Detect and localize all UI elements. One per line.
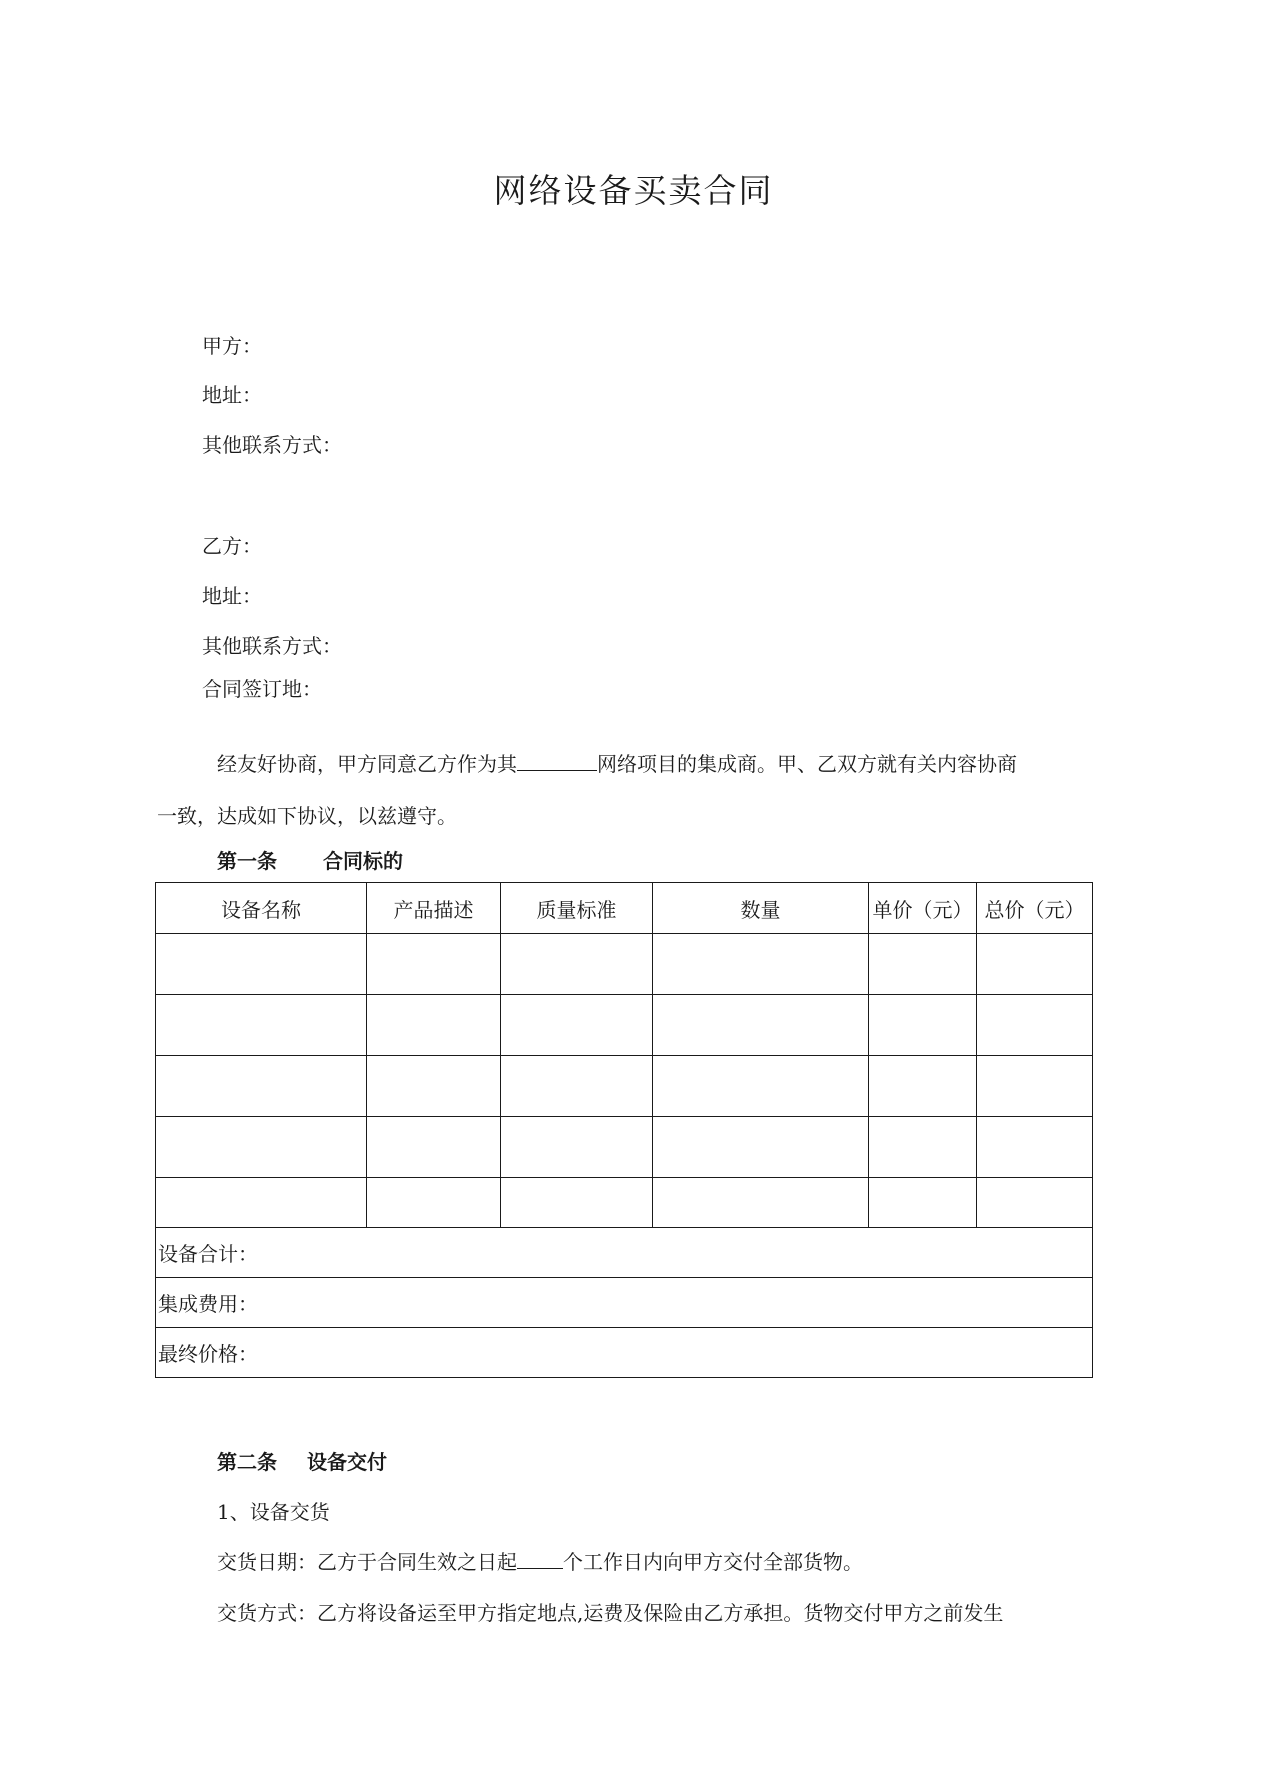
intro-line-1-before: 经友好协商，甲方同意乙方作为其 [217,752,517,776]
equipment-table [155,882,1093,1378]
table-cell [653,1178,869,1228]
header-product-description: 产品描述 [367,883,501,934]
table-cell [977,1117,1093,1178]
signing-place-label: 合同签订地： [202,677,322,701]
article-2-title: 设备交付 [307,1450,387,1474]
section-delivery-heading: 1、设备交货 [217,1500,330,1524]
table-cell [501,1117,653,1178]
article-2-number: 第二条 [217,1450,277,1474]
table-cell [869,1056,977,1117]
article-1-title: 合同标的 [323,849,403,873]
party-b-address-label: 地址： [202,584,262,608]
table-cell [977,995,1093,1056]
table-cell [367,934,501,995]
header-unit-price: 单价（元） [869,883,977,934]
party-b-contact-label: 其他联系方式： [202,634,342,658]
table-cell [156,1178,367,1228]
table-row [156,934,1093,995]
equipment-total-label: 设备合计： [156,1228,1093,1278]
table-cell [367,995,501,1056]
table-header-row [156,883,1093,934]
table-cell [869,934,977,995]
table-cell [869,1178,977,1228]
table-cell [501,995,653,1056]
table-cell [501,934,653,995]
table-cell [501,1056,653,1117]
table-cell [156,1117,367,1178]
intro-line-2: 一致，达成如下协议，以兹遵守。 [157,804,457,828]
table-cell [367,1178,501,1228]
party-b-label: 乙方： [202,534,262,558]
page-title: 网络设备买卖合同 [493,171,774,210]
table-cell [977,1178,1093,1228]
summary-row-equipment-total [156,1228,1093,1278]
table-cell [367,1056,501,1117]
table-cell [501,1178,653,1228]
table-cell [653,995,869,1056]
party-a-address-label: 地址： [202,383,262,407]
table-cell [367,1117,501,1178]
delivery-date-before: 交货日期：乙方于合同生效之日起 [217,1550,517,1574]
summary-row-final-price [156,1328,1093,1378]
project-name-blank [517,769,597,771]
delivery-date-after: 个工作日内向甲方交付全部货物。 [563,1550,863,1574]
table-row [156,995,1093,1056]
summary-row-integration-fee [156,1278,1093,1328]
table-cell [653,1117,869,1178]
integration-fee-label: 集成费用： [156,1278,1093,1328]
party-a-contact-label: 其他联系方式： [202,433,342,457]
table-cell [156,934,367,995]
working-days-blank [517,1567,563,1569]
party-a-label: 甲方： [202,334,262,358]
delivery-date-line [217,1546,863,1575]
article-2-heading [217,1446,387,1475]
article-1-heading [217,845,403,874]
final-price-label: 最终价格： [156,1328,1093,1378]
table-cell [156,995,367,1056]
header-quantity: 数量 [653,883,869,934]
table-cell [977,1056,1093,1117]
intro-line-1-after: 网络项目的集成商。甲、乙双方就有关内容协商 [597,752,1017,776]
header-equipment-name: 设备名称 [156,883,367,934]
table-row [156,1056,1093,1117]
table-cell [653,1056,869,1117]
table-cell [869,995,977,1056]
table-cell [977,934,1093,995]
intro-line-1 [217,748,1017,777]
delivery-method-line: 交货方式：乙方将设备运至甲方指定地点,运费及保险由乙方承担。货物交付甲方之前发生 [217,1601,1004,1625]
header-total-price: 总价（元） [977,883,1093,934]
table-cell [156,1056,367,1117]
table-cell [653,934,869,995]
article-1-number: 第一条 [217,849,277,873]
table-cell [869,1117,977,1178]
table-row [156,1178,1093,1228]
header-quality-standard: 质量标准 [501,883,653,934]
table-row [156,1117,1093,1178]
